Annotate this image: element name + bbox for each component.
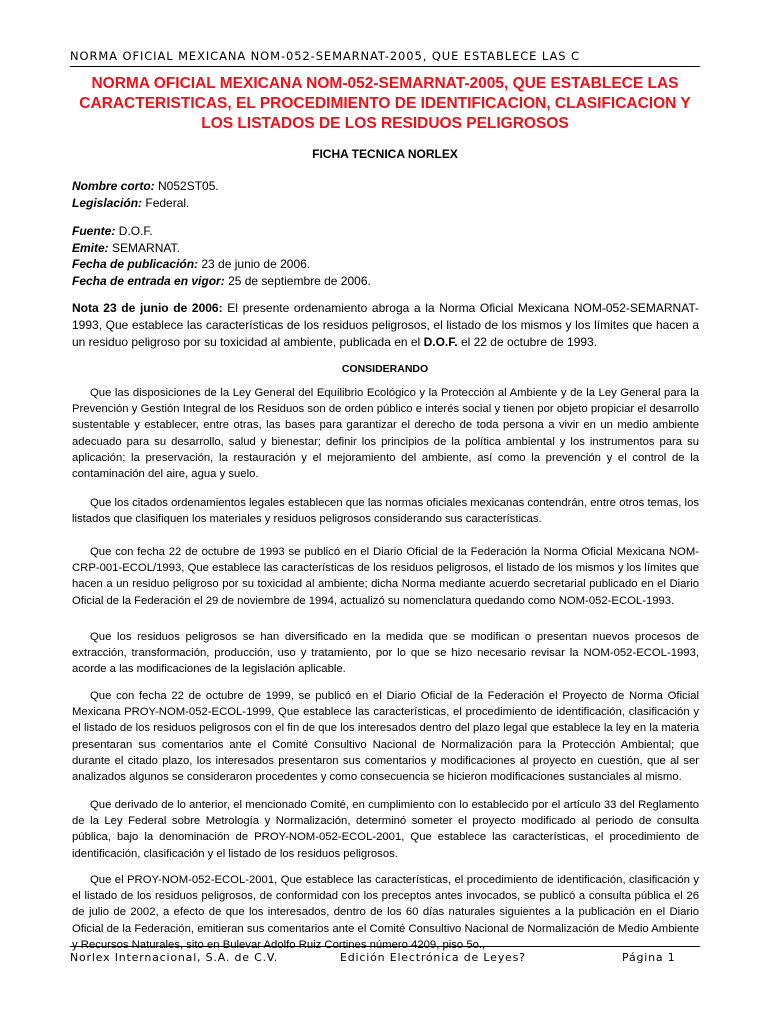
considerando-paragraph-6: Que derivado de lo anterior, el mencionado Comité, en cumplimiento con lo establecido por el artículo 33 del Reglamento de la Ley Federal sobre Metrología y Normalización, determinó someter el proyecto modificado al periodo de consulta pública, bajo la denominación de PROY-NOM-052-ECOL-2001, Que establece las características, el procedimiento de identificación, clasificación y el listado de los residuos peligrosos.: [72, 799, 699, 860]
nota-label: Nota 23 de junio de 2006:: [72, 301, 223, 315]
field-value: Federal.: [145, 195, 190, 210]
nota-paragraph: [72, 300, 699, 351]
field-value: SEMARNAT.: [112, 240, 180, 255]
field-label: Nombre corto:: [72, 179, 155, 193]
considerando-paragraph-1: Que las disposiciones de la Ley General del Equilibrio Ecológico y la Protección al Ambiente y de la Ley General para la Prevención y Gestión Integral de los Residuos son de orden público e interés social y tienen por objeto propiciar el desarrollo sustentable y establecer, entre otras, las bases para garantizar el derecho de toda persona a vivir en un medio ambiente adecuado para su desarrollo, salud y bienestar; definir los principios de la política ambiental y los instrumentos para su aplicación; la preservación, la restauración y el mejoramiento del ambiente, así como la prevención y el control de la contaminación del aire, agua y suelo.: [72, 387, 699, 481]
field-nombre-corto: [72, 178, 700, 195]
field-fuente: [72, 223, 700, 240]
metadata-group-1: [72, 178, 700, 211]
considerando-paragraph-4: Que los residuos peligrosos se han diversificado en la medida que se modifican o presentan nuevos procesos de extracción, transformación, producción, uso y tratamiento, por lo que se hizo necesario revisar la NOM-052-ECOL-1993, acorde a las modificaciones de la legislación aplicable.: [72, 631, 699, 676]
field-value: 25 de septiembre de 2006.: [228, 273, 371, 288]
considerando-heading: CONSIDERANDO: [341, 363, 429, 375]
field-label: Legislación:: [72, 195, 143, 210]
ficha-tecnica-heading: FICHA TECNICA NORLEX: [312, 147, 458, 161]
footer-publisher: Norlex Internacional, S.A. de C.V.: [70, 951, 279, 964]
footer-edition: Edición Electrónica de Leyes?: [340, 951, 526, 964]
field-emite: [72, 240, 700, 257]
field-label: Emite:: [72, 240, 109, 255]
considerando-paragraph-5: Que con fecha 22 de octubre de 1999, se publicó en el Diario Oficial de la Federación el Proyecto de Norma Oficial Mexicana PROY-NOM-052-ECOL-1999, Que establece las características, el procedimiento de identificación, clasificación y el listado de los residuos peligrosos con el fin de que los interesados dentro del plazo legal que establece la ley en la materia presentaran sus comentarios ante el Comité Consultivo Nacional de Normalización para la Protección Ambiental; que durante el citado plazo, los interesados presentaron sus comentarios y modificaciones al proyecto en cuestión, que al ser analizados algunos se consideraron procedentes y como consecuencia se hicieron modificaciones sustanciales al mismo.: [72, 690, 699, 784]
metadata-group-2: [72, 223, 700, 289]
nota-text-2: el 22 de octubre de 1993.: [460, 335, 598, 349]
field-label: Fecha de entrada en vigor:: [72, 273, 225, 288]
document-title-line-1: NORMA OFICIAL MEXICANA NOM-052-SEMARNAT-2005, QUE ESTABLECE LAS: [91, 75, 679, 92]
field-fecha-publicacion: [72, 256, 700, 273]
document-title-line-2: CARACTERISTICAS, EL PROCEDIMIENTO DE IDENTIFICACION, CLASIFICACION Y: [79, 95, 691, 112]
considerando-paragraph-7: Que el PROY-NOM-052-ECOL-2001, Que establece las características, el procedimiento de identificación, clasificación y el listado de los residuos peligrosos, de conformidad con los preceptos antes invocados, se publicó a consulta pública el 26 de julio de 2002, a efecto de que los interesados, dentro de los 60 días naturales siguientes a la publicación en el Diario Oficial de la Federación, emitieran sus comentarios ante el Comité Consultivo Nacional de Normalización de Medio Ambiente y Recursos Naturales, sito en Bulevar Adolfo Ruiz Cortines número 4209, piso 5o.,: [72, 874, 699, 951]
footer-divider: [70, 946, 700, 947]
field-value: D.O.F.: [118, 224, 153, 238]
document-title: [70, 74, 700, 134]
field-label: Fecha de publicación:: [72, 257, 199, 271]
page-number: Página 1: [622, 951, 676, 964]
running-header: NORMA OFICIAL MEXICANA NOM-052-SEMARNAT-2005, QUE ESTABLECE LAS C: [70, 49, 580, 63]
nota-text-1: El presente ordenamiento abroga a la Norma Oficial Mexicana NOM-052-SEMARNAT-1993, Que establece las características de los residuos peligrosos, el listado de los mismos y los límites que hacen a un residuo peligroso por su toxicidad al ambiente, publicada en el: [72, 301, 700, 349]
field-value: 23 de junio de 2006.: [201, 257, 311, 271]
considerando-paragraph-2: Que los citados ordenamientos legales establecen que las normas oficiales mexicanas contendrán, entre otros temas, los listados que clasifiquen los materiales y residuos peligrosos considerando sus características.: [72, 497, 699, 526]
field-label: Fuente:: [72, 224, 116, 238]
header-divider: [70, 66, 700, 67]
nota-dof: D.O.F.: [423, 335, 458, 349]
field-legislacion: [72, 195, 700, 212]
field-value: N052ST05.: [158, 179, 219, 193]
field-fecha-entrada-vigor: [72, 273, 700, 290]
considerando-paragraph-3: Que con fecha 22 de octubre de 1993 se publicó en el Diario Oficial de la Federación la Norma Oficial Mexicana NOM-CRP-001-ECOL/1993, Que establece las características de los residuos peligrosos, el listado de los mismos y los límites que hacen a un residuo peligroso por su toxicidad al ambiente; dicha Norma mediante acuerdo secretarial publicado en el Diario Oficial de la Federación el 29 de noviembre de 1994, actualizó su nomenclatura quedando como NOM-052-ECOL-1993.: [72, 546, 699, 607]
document-title-line-3: LOS LISTADOS DE LOS RESIDUOS PELIGROSOS: [201, 115, 569, 132]
